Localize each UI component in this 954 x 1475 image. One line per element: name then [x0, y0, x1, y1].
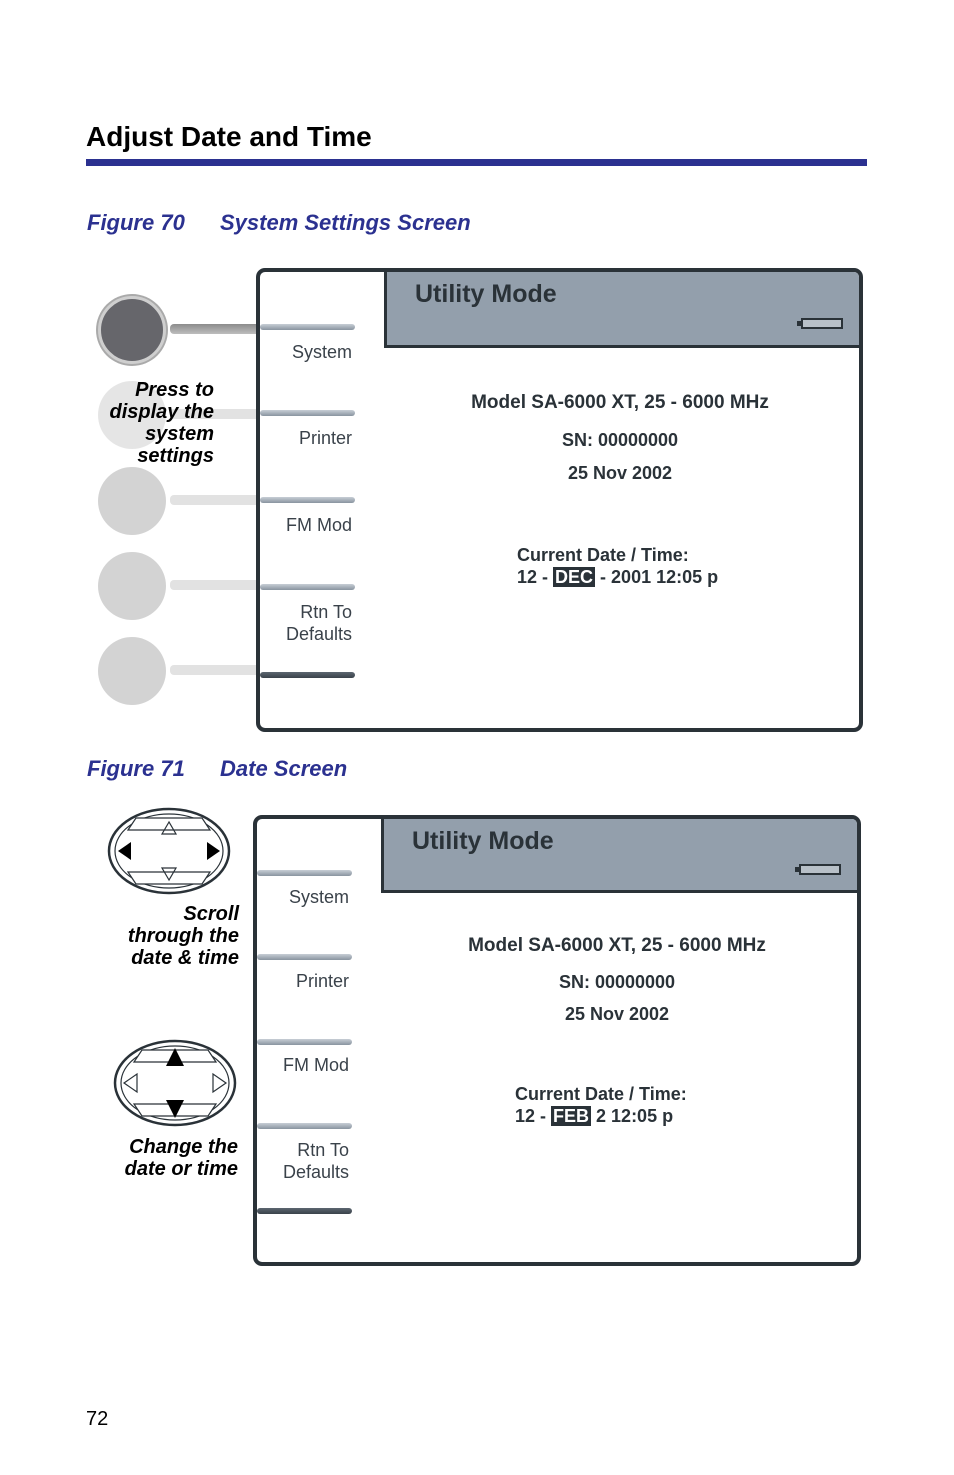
date-day: 12 - — [515, 1106, 552, 1126]
arrow-keypad-left-right-icon[interactable] — [106, 806, 232, 896]
utility-mode-screen — [253, 815, 861, 1266]
serial-number: SN: 00000000 — [561, 430, 679, 450]
callout-line: date or time — [124, 1158, 238, 1180]
softkey-divider — [257, 954, 352, 960]
button-stem-icon — [170, 580, 260, 590]
button-stem-icon — [170, 665, 260, 675]
callout-line: system — [145, 423, 214, 445]
callout-line: Change the — [129, 1136, 238, 1158]
figure-70-callout — [96, 379, 214, 467]
date-rest: - 2001 12:05 p — [595, 567, 719, 587]
softkey-divider — [257, 1123, 352, 1129]
screen-header — [384, 272, 863, 348]
callout-line: display the — [109, 401, 214, 423]
arrow-keypad-up-down-icon[interactable] — [112, 1038, 238, 1128]
softkey-label-line: Defaults — [282, 1162, 349, 1182]
model-text: Model SA-6000 XT, 25 - 6000 MHz — [468, 935, 766, 956]
softkey-divider — [260, 497, 355, 503]
softkey-divider — [257, 1208, 352, 1214]
figure-71-title: Date Screen — [220, 756, 348, 781]
utility-mode-screen — [256, 268, 863, 732]
round-softkey-button-icon[interactable] — [98, 467, 166, 535]
round-softkey-button-icon[interactable] — [98, 552, 166, 620]
date-month-field[interactable]: DEC — [555, 567, 594, 587]
round-softkey-button-icon[interactable] — [98, 637, 166, 705]
softkey-fm-mod[interactable]: FM Mod — [285, 515, 352, 535]
softkey-divider — [257, 870, 352, 876]
build-date: 25 Nov 2002 — [567, 463, 673, 483]
page-title: Adjust Date and Time — [86, 121, 372, 152]
callout-line: through the — [127, 925, 239, 947]
callout-line: Scroll — [183, 903, 239, 925]
screen-header — [381, 819, 861, 893]
softkey-rtn-to-defaults[interactable] — [260, 601, 352, 645]
figure-70-title: System Settings Screen — [220, 210, 471, 235]
screen-title: Utility Mode — [415, 280, 557, 308]
date-month-field[interactable]: FEB — [553, 1106, 590, 1126]
current-date-time-value — [515, 1105, 687, 1127]
screen-title: Utility Mode — [412, 827, 554, 855]
current-date-time-label: Current Date / Time: — [515, 1084, 687, 1104]
softkey-system[interactable]: System — [291, 342, 352, 362]
figure-71-caption — [87, 756, 347, 782]
softkey-system[interactable]: System — [288, 887, 349, 907]
softkey-divider — [257, 1039, 352, 1045]
softkey-divider — [260, 672, 355, 678]
button-stem-icon — [170, 495, 260, 505]
softkey-printer[interactable]: Printer — [298, 428, 352, 448]
round-softkey-button-icon[interactable] — [98, 296, 166, 364]
battery-icon — [801, 318, 843, 329]
softkey-rtn-to-defaults[interactable] — [257, 1139, 349, 1183]
softkey-label-line: Defaults — [285, 624, 352, 644]
figure-70-caption — [87, 210, 471, 236]
figure-71-change-callout — [100, 1136, 238, 1180]
callout-line: Press to — [135, 379, 214, 401]
figure-70-number: Figure 70 — [87, 210, 185, 235]
callout-line: date & time — [131, 947, 239, 969]
current-date-time-label: Current Date / Time: — [517, 545, 689, 565]
softkey-label-line: Rtn To — [300, 602, 352, 622]
softkey-fm-mod[interactable]: FM Mod — [282, 1055, 349, 1075]
current-date-time — [517, 544, 718, 588]
figure-71-number: Figure 71 — [87, 756, 185, 781]
figure-71-scroll-callout — [110, 903, 239, 969]
serial-number: SN: 00000000 — [558, 972, 676, 992]
softkey-printer[interactable]: Printer — [295, 971, 349, 991]
page-number: 72 — [86, 1408, 109, 1430]
date-day: 12 - — [517, 567, 554, 587]
current-date-time-value — [517, 566, 718, 588]
callout-line: settings — [137, 445, 214, 467]
build-date: 25 Nov 2002 — [564, 1004, 670, 1024]
date-rest: 2 12:05 p — [591, 1106, 674, 1126]
softkey-divider — [260, 410, 355, 416]
title-rule — [86, 159, 867, 166]
current-date-time — [515, 1083, 687, 1127]
softkey-label-line: Rtn To — [297, 1140, 349, 1160]
model-text: Model SA-6000 XT, 25 - 6000 MHz — [471, 392, 769, 413]
button-stem-icon — [170, 324, 260, 334]
battery-icon — [799, 864, 841, 875]
softkey-divider — [260, 324, 355, 330]
softkey-divider — [260, 584, 355, 590]
